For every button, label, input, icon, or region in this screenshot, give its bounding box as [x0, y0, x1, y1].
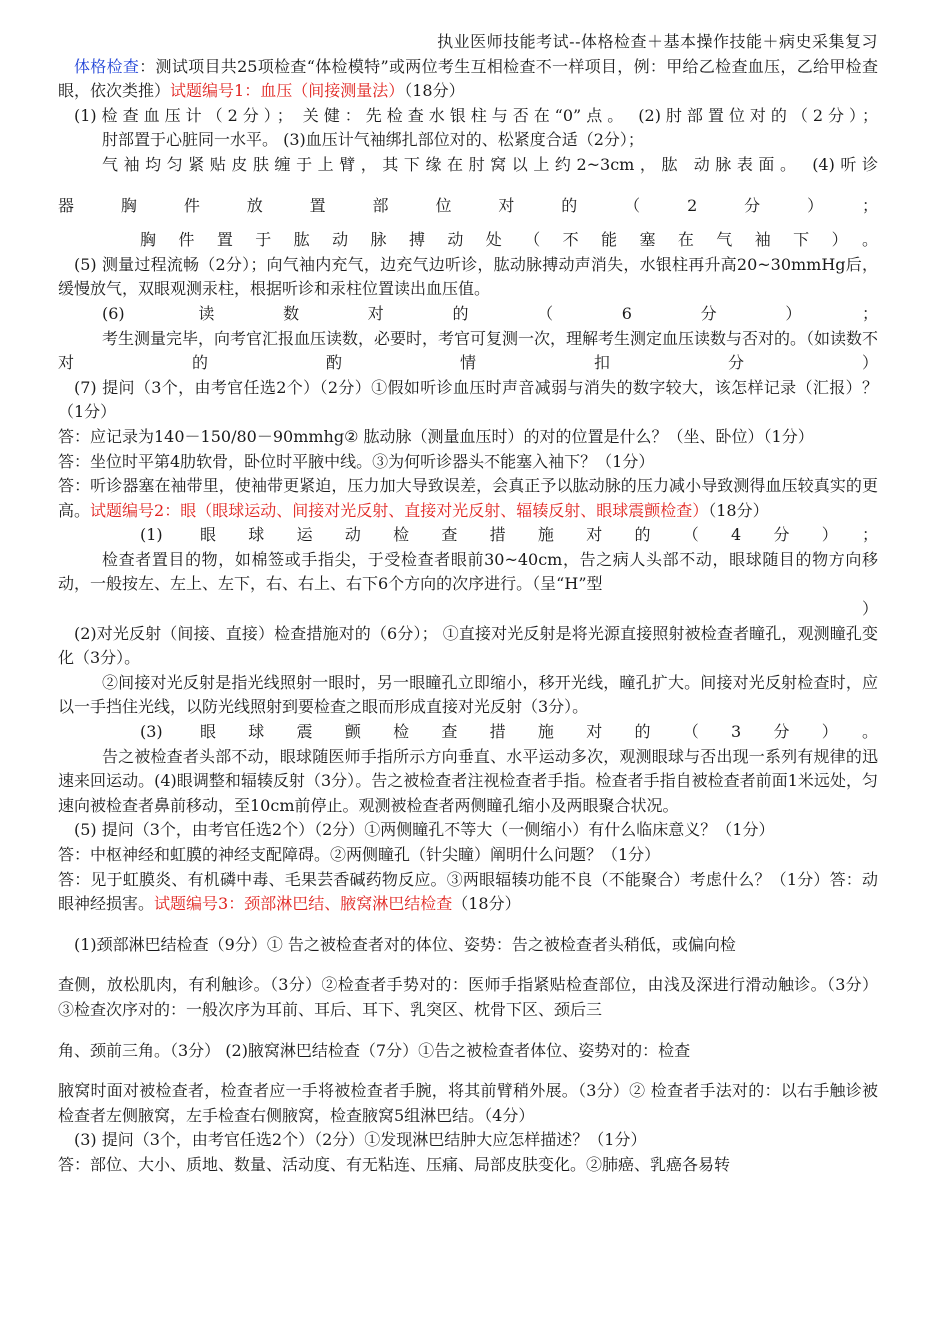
- exam1-score: （18分）: [404, 81, 465, 101]
- exam2-answer2-with-exam3: [58, 868, 878, 917]
- exam1-step2: 肘部置于心脏同一水平。 (3)血压计气袖绑扎部位对的、松紧度合适（2分）；: [102, 130, 644, 150]
- exam1-step6: (6) 读数对的（6分）；: [102, 303, 878, 323]
- exam1-question: (7) 提问（3个，由考官任选2个）（2分）①假如听诊血压时声音减弱与消失的数字较大，该怎样记录（汇报）？（1分）: [58, 377, 878, 422]
- exam1-title: 试题编号1：血压（间接测量法）: [170, 81, 405, 101]
- section-label: 体格检查: [74, 56, 140, 76]
- exam1-step6-detail: 考生测量完毕，向考官汇报血压读数，必要时，考官可复测一次，理解考生测定血压读数与否对的。（如读数不对的酌情扣分）: [58, 328, 879, 373]
- exam2-step2: (2)对光反射（间接、直接）检查措施对的（6分）； ①直接对光反射是将光源直接照射被检查者瞳孔，观测瞳孔变化（3分）。: [58, 623, 878, 668]
- exam1-answer3: 答：听诊器塞在袖带里，使袖带更紧迫，压力加大导致误差，会真正予以肱动脉的压力减小导致测得血压较真实的更高。: [58, 476, 878, 520]
- exam2-score: （18分）: [708, 500, 769, 520]
- page-header: 执业医师技能考试--体格检查＋基本操作技能＋病史采集复习: [437, 32, 878, 51]
- exam1-step5: (5) 测量过程流畅（2分）；向气袖内充气，边充气边听诊，肱动脉搏动声消失，水银柱再升高20~30mmHg后，缓慢放气，双眼观测汞柱，根据听诊和汞柱位置读出血压值。: [58, 254, 878, 299]
- exam3-question: (3) 提问（3个，由考官任选2个）（2分）①发现淋巴结肿大应怎样描述？（1分）: [74, 1130, 647, 1150]
- exam3-step2-detail: 腋窝时面对被检查者，检查者应一手将被检查者手腕，将其前臂稍外展。（3分）② 检查者手法对的：以右手触诊被检查者左侧腋窝，左手检查右侧腋窝，检查腋窝5组淋巴结。（4分）: [58, 1081, 878, 1125]
- exam1-answer2: 答：坐位时平第4肋软骨，卧位时平腋中线。③为何听诊器头不能塞入袖下？（1分）: [58, 451, 655, 471]
- exam2-step1-detail-end: ）: [861, 599, 878, 619]
- exam1-step3: 气袖均匀紧贴皮肤缠于上臂，其下缘在肘窝以上约2~3cm，肱 动脉表面。 (4)听诊: [102, 154, 878, 174]
- exam3-score: （18分）: [452, 894, 521, 914]
- exam1-answer3-with-exam2: [58, 474, 878, 523]
- exam2-step2-detail: ②间接对光反射是指光线照射一眼时，另一眼瞳孔立即缩小，移开光线，瞳孔扩大。间接对光反射检查时，应以一手挡住光线，以防光线照射到要检查之眼而形成直接对光反射（3分）。: [58, 672, 878, 717]
- exam2-answer1: 答：中枢神经和虹膜的神经支配障碍。②两侧瞳孔（针尖瞳）阐明什么问题？（1分）: [58, 845, 661, 864]
- exam2-step3-detail: 告之被检查者头部不动，眼球随医师手指所示方向垂直、水平运动多次，观测眼球与否出现一系列有规律的迅速来回运动。(4)眼调整和辐辏反射（3分）。告之被检查者注视检查者手指。检查者手指自被检查者前面1米远处，匀速向被检查者鼻前移动，至10cm前停止。观测被检查者两侧瞳孔缩小及两眼聚合状况。: [58, 746, 878, 815]
- exam1-step4: 器胸件放置部位对的（2分）；: [58, 195, 878, 215]
- exam2-question: (5) 提问（3个，由考官任选2个）（2分）①两侧瞳孔不等大（一侧缩小）有什么临床意义？（1分）: [74, 820, 775, 840]
- exam3-answer1: 答：部位、大小、质地、数量、活动度、有无粘连、压痛、局部皮肤变化。②肺癌、乳癌各易转: [58, 1154, 731, 1174]
- exam2-title: 试题编号2：眼（眼球运动、间接对光反射、直接对光反射、辐辏反射、眼球震颤检查）: [90, 500, 709, 520]
- exam1-answer1: 答：应记录为140－150/80－90mmhg② 肱动脉（测量血压时）的对的位置是什么？（坐、卧位）（1分）: [58, 426, 814, 446]
- exam2-step1: (1) 眼球运动检查措施对的（4分）；: [140, 525, 878, 545]
- intro-paragraph: [58, 55, 878, 104]
- exam2-step1-detail: 检查者置目的物，如棉签或手指尖，于受检查者眼前30~40cm，告之病人头部不动，眼球随目的物方向移动，一般按左、左上、左下，右、右上、右下6个方向的次序进行。（呈“H”型: [58, 549, 878, 594]
- exam3-title: 试题编号3：颈部淋巴结、腋窝淋巴结检查: [154, 894, 453, 914]
- exam1-step1: (1)检查血压计（2分）； 关健：先检查水银柱与否在“0”点。 (2)肘部置位对的（2分）；: [74, 105, 878, 125]
- exam3-step2: 角、颈前三角。（3分） (2)腋窝淋巴结检查（7分）①告之被检查者体位、姿势对的：检查: [58, 1040, 691, 1060]
- exam2-step3: (3) 眼球震颤检查措施对的（3分）。: [140, 722, 878, 742]
- exam3-step1: (1)颈部淋巴结检查（9分）① 告之被检查者对的体位、姿势：告之被检查者头稍低，或偏向检: [74, 934, 736, 954]
- intro-text: ：测试项目共25项检查“体检模特”或两位考生互相检查不一样项目，例：甲给乙检查血压，乙给甲检查眼，依次类推）: [58, 56, 878, 101]
- exam1-step4-detail: 胸件置于肱动脉搏动处（不能塞在气袖下）。: [140, 230, 878, 250]
- exam3-step1-detail: 查侧，放松肌肉，有利触诊。（3分）②检查者手势对的：医师手指紧贴检查部位，由浅及深进行滑动触诊。（3分）③检查次序对的：一般次序为耳前、耳后、耳下、乳突区、枕骨下区、颈后三: [58, 975, 878, 1019]
- exam2-answer2: 答：见于虹膜炎、有机磷中毒、毛果芸香碱药物反应。③两眼辐辏功能不良（不能聚合）考虑什么？（1分）答：动眼神经损害。: [58, 869, 878, 914]
